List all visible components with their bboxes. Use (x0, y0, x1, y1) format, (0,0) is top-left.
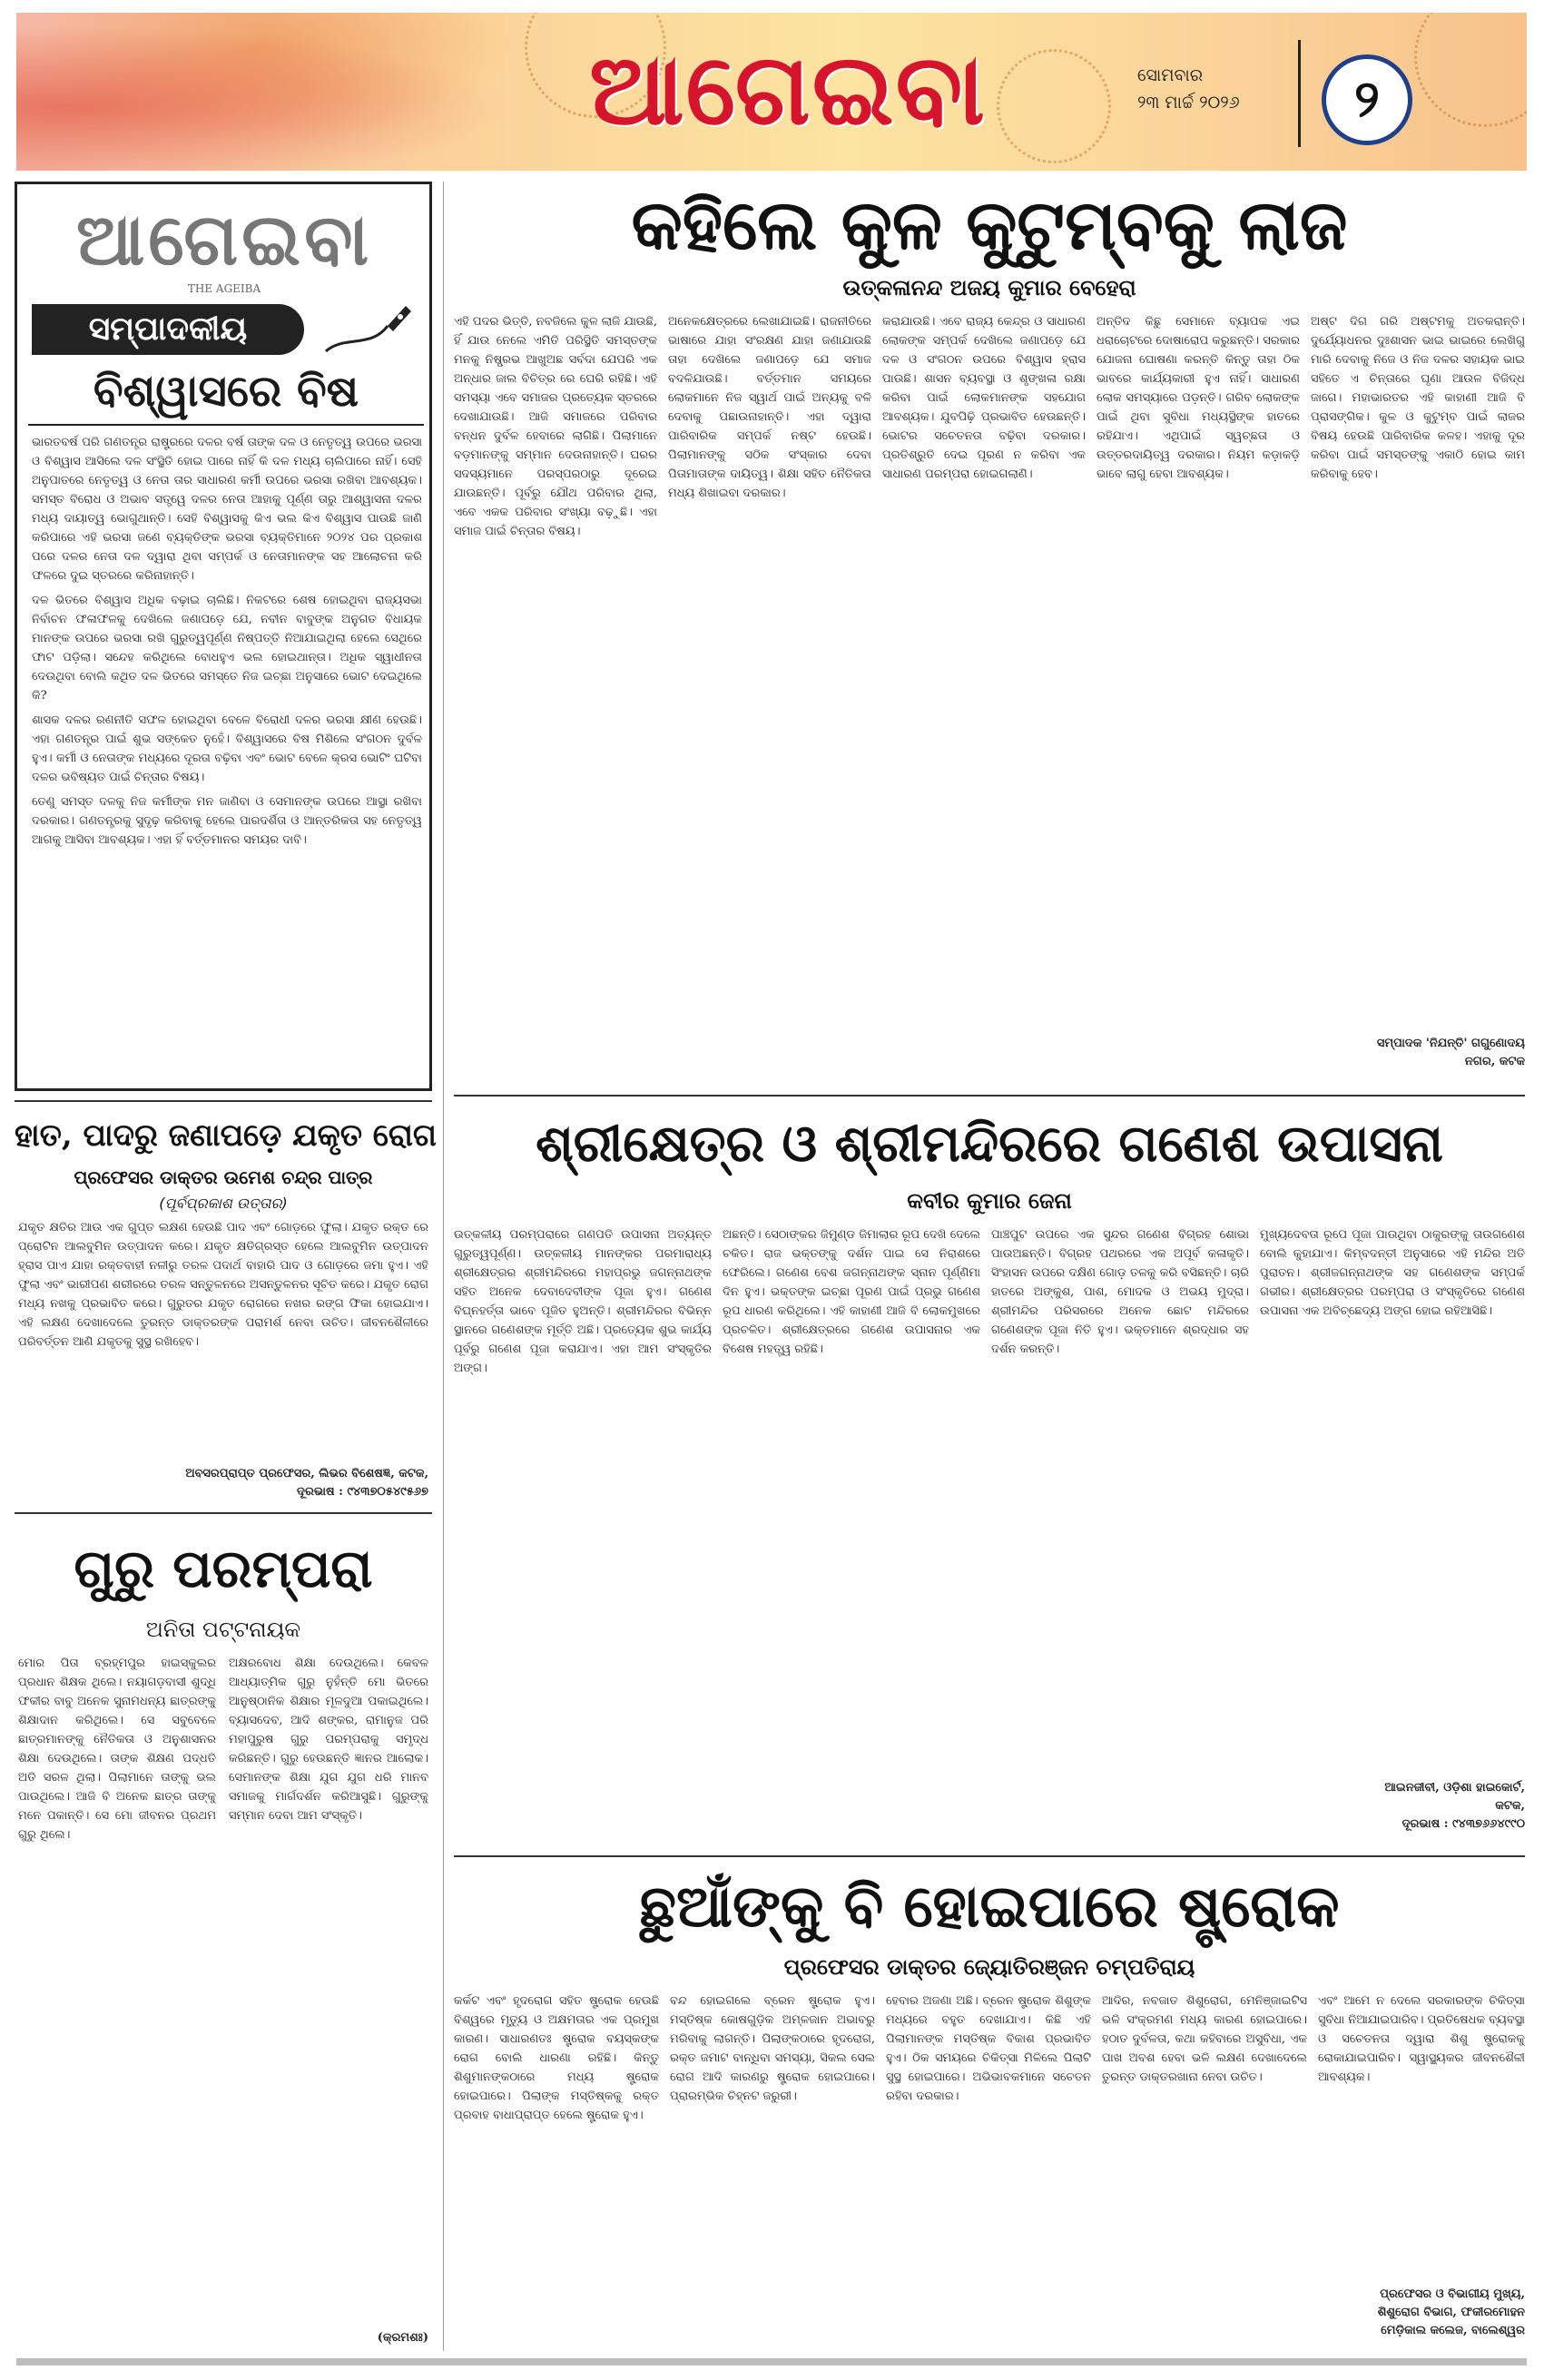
editorial-body (32, 433, 422, 1087)
article-ganesh-text: ଅଛନ୍ତି। ସେଠାଙ୍କର ଜିମୁଣ୍ଡ ଜିମାଲାର ରୂପ ଦେଖି ଦେଲେ ଚକିତ। ରାଜ ଭକ୍ତଙ୍କୁ ଦର୍ଶନ ପାଇ ସେ ନିରାଶରେ ଫେରିଲେ। ଗଣେଶ ବେଶ ଜଗନ୍ନାଥଙ୍କ ସ୍ନାନ ପୂର୍ଣ୍ଣିମା ଦିନ ହୁଏ। ଭକ୍ତଙ୍କ ଇଚ୍ଛା ପୂରଣ ପାଇଁ ପ୍ରଭୁ ଗଣେଶ ରୂପ ଧାରଣ କରିଥିଲେ। ଏହି କାହାଣୀ ଆଜି ବି ଲୋକମୁଖରେ ପ୍ରଚଳିତ। ଶ୍ରୀକ୍ଷେତ୍ରରେ ଗଣେଶ ଉପାସନାର ଏକ ବିଶେଷ ମହତ୍ତ୍ୱ ରହିଛି। (723, 1228, 980, 1356)
article-ganesh-column (723, 1225, 980, 1852)
section-divider (15, 1100, 432, 1102)
article-family-text: କରାଯାଉଛି। ଏବେ ରାଜ୍ୟ କେନ୍ଦ୍ର ଓ ସାଧାରଣ ଲୋକଙ୍କ ସମ୍ପର୍କ ଦେଖିଲେ ଜଣାପଡ଼େ ଯେ ଦଳ ଓ ସଂଗଠନ ଉପରେ ବିଶ୍ୱାସ ହ୍ରାସ ପାଉଛି। ଶାସନ ବ୍ୟବସ୍ଥା ଓ ଶୃଙ୍ଖଳା ରକ୍ଷା କରିବା ପାଇଁ ଲୋକମାନଙ୍କ ସହଯୋଗ ଆବଶ୍ୟକ। ଯୁବପିଢ଼ି ପ୍ରଭାବିତ ହେଉଛନ୍ତି। ଭୋଟର ସଚେତନତା ବଢ଼ିବା ଦରକାର। ପ୍ରତିଶ୍ରୁତି ଦେଇ ପୂରଣ ନ କରିବା ଏକ ସାଧାରଣ ପରମ୍ପରା ହୋଇଗଲାଣି। (882, 315, 1086, 481)
mandala-icon (997, 49, 1111, 163)
article-stroke-column (1102, 1992, 1307, 2349)
article-stroke-headline: ଛୁଆଁଙ୍କୁ ବି ହୋଇପାରେ ଷ୍ଟ୍ରୋକ (639, 1873, 1340, 1941)
issue-date-text: ୨୩ ମାର୍ଚ୍ଚ ୨୦୨୬ (1137, 93, 1240, 113)
signature-line: ପ୍ରଫେସର ଓ ବିଭାଗୀୟ ମୁଖ୍ୟ, (1380, 2287, 1525, 2301)
article-liver-signature (18, 1465, 428, 1501)
newspaper-title: ଆଗେଇବା (589, 33, 987, 147)
editorial-box (15, 182, 432, 1091)
article-guru-column (18, 1654, 216, 2344)
article-stroke-byline: ପ୍ରଫେସର ଡାକ୍ତର ଜ୍ୟୋତିରଞ୍ଜନ ଚମ୍ପତିରାୟ (783, 1954, 1195, 1980)
section-divider (454, 1855, 1525, 1857)
article-ganesh-column (991, 1225, 1249, 1852)
article-liver-body (18, 1218, 428, 1461)
article-stroke-text: କର୍କଟ ଏବଂ ହୃଦରୋଗ ସହିତ ଷ୍ଟ୍ରୋକ ହେଉଛି ବିଶ୍ୱରେ ମୃତ୍ୟୁ ଓ ଅକ୍ଷମତାର ଏକ ପ୍ରମୁଖ କାରଣ। ସାଧାରଣତଃ ଷ୍ଟ୍ରୋକ ବୟସ୍କଙ୍କ ରୋଗ ବୋଲି ଧାରଣା ରହିଛି। କିନ୍ତୁ ଶିଶୁମାନଙ୍କଠାରେ ମଧ୍ୟ ଷ୍ଟ୍ରୋକ ହୋଇପାରେ। ପିଲାଙ୍କ ମସ୍ତିଷ୍କକୁ ରକ୍ତ ପ୍ରବାହ ବାଧାପ୍ରାପ୍ତ ହେଲେ ଷ୍ଟ୍ରୋକ ହୁଏ। (454, 1994, 659, 2122)
article-family-column (454, 312, 657, 1089)
article-ganesh-column (454, 1225, 712, 1852)
editorial-section-label: ସମ୍ପାଦକୀୟ (32, 304, 304, 355)
signature-line: ନଗର, କଟକ (1464, 1055, 1525, 1068)
article-ganesh-column (1260, 1225, 1525, 1770)
masthead-swirl-decoration (16, 13, 579, 171)
editorial-divider (28, 424, 424, 426)
article-ganesh-text: ଉତ୍କଳୀୟ ପରମ୍ପରାରେ ଗଣପତି ଉପାସନା ଅତ୍ୟନ୍ତ ଗୁରୁତ୍ୱପୂର୍ଣ୍ଣ। ଉତ୍କଳୀୟ ମାନଙ୍କର ପରମାରାଧ୍ୟ ଶ୍ରୀକ୍ଷେତ୍ରର ଶ୍ରୀମନ୍ଦିରରେ ମହାପ୍ରଭୁ ଜଗନ୍ନାଥଙ୍କ ସହିତ ଅନେକ ଦେବାଦେବୀଙ୍କ ପୂଜା ହୁଏ। ଗଣେଶ ବିଘ୍ନହର୍ତ୍ତା ଭାବେ ପୂଜିତ ହୁଅନ୍ତି। ଶ୍ରୀମନ୍ଦିରର ବିଭିନ୍ନ ସ୍ଥାନରେ ଗଣେଶଙ୍କ ମୂର୍ତ୍ତି ଅଛି। ପ୍ରତ୍ୟେକ ଶୁଭ କାର୍ଯ୍ୟ ପୂର୍ବରୁ ଗଣେଶ ପୂଜା କରାଯାଏ। ଏହା ଆମ ସଂସ୍କୃତିର ଅଙ୍ଗ। (454, 1228, 712, 1375)
issue-day: ସୋମବାର (1137, 65, 1204, 85)
article-guru-continued: (କ୍ରମଶଃ) (377, 2331, 428, 2345)
section-divider (454, 1095, 1525, 1097)
editorial-paragraph: ତେଣୁ ସମସ୍ତ ଦଳକୁ ନିଜ କର୍ମୀଙ୍କ ମନ ଜାଣିବା ଓ ସେମାନଙ୍କ ଉପରେ ଆସ୍ଥା ରଖିବା ଦରକାର। ଗଣତନ୍ତ୍ରକୁ ସୁଦୃଢ଼ କରିବାକୁ ହେଲେ ପାରଦର୍ଶିତା ଓ ଆନ୍ତରିକତା ସହ ନେତୃତ୍ୱ ଆଗକୁ ଆସିବା ଆବଶ୍ୟକ। ଏହା ହିଁ ବର୍ତ୍ତମାନର ସମୟର ଦାବି। (32, 795, 422, 847)
editorial-paragraph: ଦଳ ଭିତରେ ବିଶ୍ୱାସ ଅଧିକ ବଢ଼ାଇ ଚାଲିଛି। ନିକଟରେ ଶେଷ ହୋଇଥିବା ରାଜ୍ୟସଭା ନିର୍ବାଚନ ଫଳାଫଳକୁ ଦେଖିଲେ ଜଣାପଡ଼େ ଯେ, ନବୀନ ବାବୁଙ୍କ ଅନୁଗତ ବିଧାୟକ ମାନଙ୍କ ଉପରେ ଭରସା ରଖି ଗୁରୁତ୍ୱପୂର୍ଣ୍ଣ ନିଷ୍ପତ୍ତି ନିଆଯାଇଥିଲା ହେଲେ ସେଥିରେ ଫାଟ ପଡ଼ିଲା। ସନ୍ଦେହ କରିଥିଲେ ବୋଧହୁଏ ଭଲ ହୋଇଥାନ୍ତା। ଅଧିକ ସ୍ୱାଧୀନତା ଦେଉଥିବା ବୋଲି କଥିତ ଦଳ ଭିତରେ ସମସ୍ତେ ନିଜ ଇଚ୍ଛା ଅନୁସାରେ ଭୋଟ ଦେଇଥିଲେ କି? (32, 594, 422, 703)
mandala-icon (1414, 13, 1527, 127)
editorial-logo: ଆଗେଇବା (75, 199, 373, 281)
article-ganesh-headline: ଶ୍ରୀକ୍ଷେତ୍ର ଓ ଶ୍ରୀମନ୍ଦିରରେ ଗଣେଶ ଉପାସନା (536, 1114, 1443, 1174)
article-family-column (1097, 312, 1300, 1089)
column-rule (443, 182, 444, 2351)
article-guru-byline: ଅନିତା ପଟ୍ଟନାୟକ (145, 1617, 301, 1642)
article-family-signature (1311, 1035, 1525, 1071)
signature-line: ଦୂରଭାଷ : ୯୪୩୭୬୬୪୯୯୦ (1401, 1817, 1525, 1831)
page-number: ୨ (1322, 54, 1412, 145)
article-ganesh-text: ମୁଖ୍ୟଦେବତା ରୂପେ ପୂଜା ପାଉଥିବା ଠାକୁରଙ୍କୁ ତାଉଗଣେଶ ବୋଲି କୁହାଯାଏ। କିମ୍ବଦନ୍ତୀ ଅନୁସାରେ ଏହି ମନ୍ଦିର ଅତି ପୁରାତନ। ଶ୍ରୀଜଗନ୍ନାଥଙ୍କ ସହ ଗଣେଶଙ୍କ ସମ୍ପର୍କ ଗଭୀର। ଶ୍ରୀକ୍ଷେତ୍ରର ପରମ୍ପରା ଓ ସଂସ୍କୃତିରେ ଗଣେଶ ଉପାସନା ଏକ ଅବିଚ୍ଛେଦ୍ୟ ଅଙ୍ଗ ହୋଇ ରହିଆସିଛି। (1260, 1228, 1525, 1318)
article-family-headline: କହିଲେ କୁଳ କୁଟୁମ୍ବକୁ ଲାଜ (631, 184, 1348, 265)
article-family-text: ଏହି ପଦର ଭିତ୍ତି, ନବଜିଲେ କୁଳ ଲାଜି ଯାଉଛି, ହିଁ ଯାଉ ନେଲେ ଏମିତି ପରିସ୍ଥିତି ସମସ୍ତଙ୍କ ମନକୁ ନିଷ୍ପ୍ରଭ ଆଖୁଅଛ ସର୍ବଦା ଯେପରି ଏକ ଅନ୍ଧାର ଜାଲ ବିଚିତ୍ର ରେ ଘେରି ରହିଛି। ଏହି ସମସ୍ୟା ଏବେ ସମାଜର ପ୍ରତ୍ୟେକ ସ୍ତରରେ ଦେଖାଯାଉଛି। ଆଜି ସମାଜରେ ପରିବାର ବନ୍ଧନ ଦୁର୍ବଳ ହେବାରେ ଲାଗିଛି। ପିଲାମାନେ ବଡ଼ମାନଙ୍କୁ ସମ୍ମାନ ଦେଉନାହାନ୍ତି। ଘରର ସଦସ୍ୟମାନେ ପରସ୍ପରଠାରୁ ଦୂରେଇ ଯାଉଛନ୍ତି। ପୂର୍ବରୁ ଯୌଥ ପରିବାର ଥିଲା, ଏବେ ଏକକ ପରିବାର ସଂଖ୍ୟା ବଢ଼ୁଛି। ଏହା ସମାଜ ପାଇଁ ଚିନ୍ତାର ବିଷୟ। (454, 315, 657, 538)
article-stroke-text: ହେବାର ଅଜଣା ଅଛି। ବ୍ରେନ ଷ୍ଟ୍ରୋକ ଶିଶୁଙ୍କ ମଧ୍ୟରେ ବହୁତ ଦେଖାଯାଏ। କିଛି ଏହି ପିଲାମାନଙ୍କ ମସ୍ତିଷ୍କ ବିକାଶ ପ୍ରଭାବିତ ହୁଏ। ଠିକ ସମୟରେ ଚିକିତ୍ସା ମିଳିଲେ ପିଲାଟି ସୁସ୍ଥ ହୋଇପାରେ। ଅଭିଭାବକମାନେ ସଚେତନ ରହିବା ଦରକାର। (886, 1994, 1091, 2103)
pen-nib-icon (317, 299, 417, 362)
article-stroke-column (886, 1992, 1091, 2349)
editorial-logo-subtitle: THE AGEIBA (187, 282, 261, 295)
article-stroke-column (1318, 1992, 1525, 2282)
editorial-paragraph: ଭାରତବର୍ଷ ପରି ଗଣତନ୍ତ୍ର ରାଷ୍ଟ୍ରରେ ଦଳର ବର୍ଷ ତାଙ୍କ ଦଳ ଓ ନେତୃତ୍ୱ ଉପରେ ଭରସା ଓ ବିଶ୍ୱାସ ଆସିଲେ ଦଳ ସଂସ୍ଥିତି ହୋଇ ପାରେ ନାହିଁ କି ଦଳ ମଧ୍ୟ ଚାଲିପାରେ ନାହିଁ। ସେହି ଅନୁପାତରେ ନେତୃତ୍ୱ ଓ ନେତା ତାର ସାଧାରଣ କର୍ମୀ ଉପରେ ଭରସା ରଖିବା ଆବଶ୍ୟକ। ସମସ୍ତ ବିରୋଧ ଓ ଅଭାବ ସତ୍ତ୍ୱେ ଦଳର ନେତା ଆହାକୁ ପୂର୍ଣ୍ଣ ତାରୁ ଆଶ୍ୱାସନା ଦଳର ମଧ୍ୟ ଦାୟାତ୍ୱ ଭୋଗୁଥାନ୍ତି। ସେହି ବିଶ୍ୱାସକୁ କିଏ ଭଲ କିଏ ବିଶ୍ୱାସ ପାଉଛି ଜାଣି କରିପାରେ ଏହି ଭରସା ଜଣେ ବ୍ୟକ୍ତିଙ୍କ ଭରସା ବ୍ୟକ୍ତିମାନେ ୨୦୨୪ ପର ପ୍ରକାଶ ପରେ ଦଳର ନେତା ଦଳ ଦ୍ୱାରା ଥିବା ସମ୍ପର୍କ ଓ ନେତାମାନଙ୍କ ସହ ଆଲୋଚନା କରି ଫଳରେ ଦୁଇ ସ୍ତରରେ କରିନାହାନ୍ତି। (32, 436, 422, 583)
article-family-text: ଅଷ୍ଟ ଦିଗ ଗରି ଅଷ୍ଟମକୁ ଅତକରାନ୍ତି। ଦୁର୍ଯ୍ୟୋଧନର ଦୁଃଶାସନ ଭାଇ ଭାଇରେ ଲେଖିଗୁ ମାରି ଦେବାକୁ ନିଜେ ଓ ନିଜ ଦଳର ସହାୟକ ଭାଇ ସହିତେ ଏ ଚିନ୍ତାରେ ଘୃଣା ଆଉଳ ବିଜିଦ୍ଧ ଜାଗେ। ମହାଭାରତର ଏହି କାହାଣୀ ଆଜି ବି ପ୍ରାସଙ୍ଗିକ। କୁଳ ଓ କୁଟୁମ୍ବ ପାଇଁ ଲାଜର ବିଷୟ ହେଉଛି ପାରିବାରିକ କଳହ। ଏହାକୁ ଦୂର କରିବା ପାଇଁ ସମସ୍ତଙ୍କୁ ଏକାଠି ହୋଇ କାମ କରିବାକୁ ହେବ। (1311, 315, 1525, 481)
article-stroke-column (454, 1992, 659, 2349)
article-family-byline: ଉତ୍କଳାନନ୍ଦ ଅଜୟ କୁମାର ବେହେରା (842, 275, 1136, 300)
article-family-column (668, 312, 871, 1089)
article-guru-text: ଅକ୍ଷରବୋଧ ଶିକ୍ଷା ଦେଉଥିଲେ। କେବଳ ଆଧ୍ୟାତ୍ମିକ ଗୁରୁ ନୁହଁନ୍ତି ମୋ ଭିତରେ ଆନୁଷ୍ଠାନିକ ଶିକ୍ଷାର ମୂଳଦୁଆ ପକାଇଥିଲେ। ବ୍ୟାସଦେବ, ଆଦି ଶଙ୍କର, ରାମାନୁଜ ପରି ମହାପୁରୁଷ ଗୁରୁ ପରମ୍ପରାକୁ ସମୃଦ୍ଧ କରିଛନ୍ତି। ଗୁରୁ ହେଉଛନ୍ତି ଜ୍ଞାନର ଆଲୋକ। ସେମାନଙ୍କ ଶିକ୍ଷା ଯୁଗ ଯୁଗ ଧରି ମାନବ ସମାଜକୁ ମାର୍ଗଦର୍ଶନ କରିଆସୁଛି। ଗୁରୁଙ୍କୁ ସମ୍ମାନ ଦେବା ଆମ ସଂସ୍କୃତି। (229, 1657, 428, 1823)
article-ganesh-byline: କବୀର କୁମାର ଜେନା (907, 1188, 1072, 1214)
article-family-column (1311, 312, 1525, 1029)
article-stroke-text: ଆଦିର, ନବଜାତ ଶିଶୁରୋଗ, ମେନିଞ୍ଜାଇଟିସ ଭଳି ସଂକ୍ରମଣ ମଧ୍ୟ କାରଣ ହୋଇପାରେ। ହଠାତ ଦୁର୍ବଳତା, କଥା କହିବାରେ ଅସୁବିଧା, ଏକ ପାଖ ଅବଶ ହେବା ଭଳି ଲକ୍ଷଣ ଦେଖାଦେଲେ ତୁରନ୍ତ ଡାକ୍ତରଖାନା ନେବା ଉଚିତ। (1102, 1994, 1307, 2084)
article-liver-byline: ପ୍ରଫେସର ଡାକ୍ତର ଉମେଶ ଚନ୍ଦ୍ର ପାତ୍ର (74, 1166, 373, 1188)
article-guru-column (229, 1654, 428, 2326)
article-family-text: ଅନ୍ତିଦ କିଛୁ ସେମାନେ ବ୍ୟାପକ ଏଇ ଧରାଚୋଟରେ ଦୋଷାରୋପ କରୁଛନ୍ତି। ସରକାର ଯୋଜନା ଘୋଷଣା କରନ୍ତି କିନ୍ତୁ ତାହା ଠିକ ଭାବରେ କାର୍ଯ୍ୟକାରୀ ହୁଏ ନାହିଁ। ସାଧାରଣ ଲୋକ ସମସ୍ୟାରେ ପଡ଼ନ୍ତି। ଗରିବ ଲୋକଙ୍କ ପାଇଁ ଥିବା ସୁବିଧା ମଧ୍ୟସ୍ଥିଙ୍କ ହାତରେ ରହିଯାଏ। ଏଥିପାଇଁ ସ୍ୱଚ୍ଛତା ଓ ଉତ୍ତରଦାୟିତ୍ୱ ଦରକାର। ନିୟମ କଡ଼ାକଡ଼ି ଭାବେ ଲାଗୁ ହେବା ଆବଶ୍ୟକ। (1097, 315, 1300, 481)
signature-line: ଶିଶୁରୋଗ ବିଭାଗ, ଫକୀରମୋହନ (1377, 2306, 1525, 2319)
article-stroke-signature (1318, 2286, 1525, 2340)
article-liver-continued: (ପୂର୍ବପ୍ରକାଶ ଉତ୍ତାର) (159, 1195, 288, 1212)
article-stroke-text: ଏବଂ ଆମେ ନ ଦେଲେ ସରକାରଙ୍କ ଚିକିତ୍ସା ସୁବିଧା ନିଆଯାଇପାରିବ। ପ୍ରତିଷେଧକ ବ୍ୟବସ୍ଥା ଓ ସଚେତନତା ଦ୍ୱାରା ଶିଶୁ ଷ୍ଟ୍ରୋକକୁ ରୋକାଯାଇପାରିବ। ସ୍ୱାସ୍ଥ୍ୟକର ଜୀବନଶୈଳୀ ଆବଶ୍ୟକ। (1318, 1994, 1525, 2084)
article-family-text: ଅନେକକ୍ଷେତ୍ରରେ ଲେଖାଯାଇଛି। ରାଜନୀତିରେ ଭାଷାରେ ଯାହା ସଂରକ୍ଷଣ ଯାହା ଜଣାଯାଉଛି ତାହା ଦେଖିଲେ ଜଣାପଡ଼େ ଯେ ସମାଜ ବଦଳିଯାଉଛି। ବର୍ତ୍ତମାନ ସମୟରେ ଲୋକମାନେ ନିଜ ସ୍ୱାର୍ଥ ପାଇଁ ଅନ୍ୟକୁ ବଳି ଦେବାକୁ ପଛାଉନାହାନ୍ତି। ଏହା ଦ୍ୱାରା ପାରିବାରିକ ସମ୍ପର୍କ ନଷ୍ଟ ହେଉଛି। ପିଲାମାନଙ୍କୁ ସଠିକ ସଂସ୍କାର ଦେବା ପିତାମାତାଙ୍କ ଦାୟିତ୍ୱ। ଶିକ୍ଷା ସହିତ ନୈତିକତା ମଧ୍ୟ ଶିଖାଇବା ଦରକାର। (668, 315, 871, 500)
footer-bar (16, 2358, 1527, 2365)
article-family-column (882, 312, 1086, 1089)
article-liver-text: ଯକୃତ କ୍ଷତିର ଆଉ ଏକ ଗୁପ୍ତ ଲକ୍ଷଣ ହେଉଛି ପାଦ ଏବଂ ଗୋଡ଼ରେ ଫୁଲା। ଯକୃତ ରକ୍ତ ରେ ପ୍ରୋଟିନ ଆଲବୁମିନ ଉତ୍ପାଦନ କରେ। ଯକୃତ କ୍ଷତିଗ୍ରସ୍ତ ହେଲେ ଆଲବୁମିନ ଉତ୍ପାଦନ ହ୍ରାସ ପାଏ ଯାହା ରକ୍ତବାହୀ ନଳୀରୁ ତରଳ ପଦାର୍ଥ ବାହାରି ପାଦ ଓ ଗୋଡ଼ରେ ଜମା ହୁଏ। ଏହି ଫୁଲା ଏବଂ ଭାରୀପଣ ଶରୀରରେ ତରଳ ସନ୍ତୁଳନରେ ଅସନ୍ତୁଳନର ସୂଚିତ କରେ। ଯକୃତ ରୋଗ ମଧ୍ୟ ନଖକୁ ପ୍ରଭାବିତ କରେ। ଗୁରୁତର ଯକୃତ ରୋଗରେ ନଖର ରଙ୍ଗ ଫିକା ହୋଇଯାଏ। ଏହି ଲକ୍ଷଣ ଦେଖାଦେଲେ ତୁରନ୍ତ ଡାକ୍ତରଙ୍କ ପରାମର୍ଶ ନେବା ଉଚିତ। ଜୀବନଶୈଳୀରେ ପରିବର୍ତ୍ତନ ଆଣି ଯକୃତକୁ ସୁସ୍ଥ ରଖିହେବ। (18, 1221, 428, 1349)
section-divider (15, 1512, 432, 1514)
article-stroke-column (670, 1992, 875, 2349)
signature-line: ଅବସରପ୍ରାପ୍ତ ପ୍ରଫେସର, ଲିଭର ବିଶେଷଜ୍ଞ, କଟକ, (185, 1467, 428, 1480)
masthead-divider (1298, 40, 1301, 147)
article-stroke-text: ବନ୍ଦ ହୋଇଗଲେ ବ୍ରେନ ଷ୍ଟ୍ରୋକ ହୁଏ। ମସ୍ତିଷ୍କ କୋଷଗୁଡ଼ିକ ଅମ୍ଳଜାନ ଅଭାବରୁ ମରିବାକୁ ଲାଗନ୍ତି। ପିଲାଙ୍କଠାରେ ହୃଦରୋଗ, ରକ୍ତ ଜମାଟ ବାନ୍ଧିବା ସମସ୍ୟା, ସିକଲ ସେଲ ରୋଗ ଆଦି କାରଣରୁ ଷ୍ଟ୍ରୋକ ହୋଇପାରେ। ପ୍ରାରମ୍ଭିକ ଚିହ୍ନଟ ଜରୁରୀ। (670, 1994, 875, 2103)
article-guru-headline: ଗୁରୁ ପରମ୍ପରା (74, 1538, 373, 1599)
article-ganesh-signature (1260, 1779, 1525, 1834)
signature-line: କଟକ, (1495, 1799, 1525, 1813)
issue-date (1137, 62, 1292, 116)
signature-line: ଆଇନଜୀବୀ, ଓଡ଼ିଶା ହାଇକୋର୍ଟ, (1384, 1781, 1525, 1795)
editorial-headline: ବିଶ୍ୱାସରେ ବିଷ (93, 366, 359, 417)
article-liver-headline: ହାତ, ପାଦରୁ ଜଣାପଡ଼େ ଯକୃତ ରୋଗ (15, 1117, 437, 1154)
masthead (16, 13, 1527, 171)
signature-line: ସମ୍ପାଦକ 'ନିଯନ୍ତି' ଗଗୁଣୋଦୟ (1376, 1037, 1525, 1050)
signature-line: ମେଡ଼ିକାଲ କଲେଜ, ବାଲେଶ୍ୱର (1381, 2324, 1525, 2337)
signature-line: ଦୂରଭାଷ : ୯୪୩୭୦୫୪୯୫୬୭ (297, 1485, 428, 1499)
editorial-paragraph: ଶାସକ ଦଳର ରଣନୀତି ସଫଳ ହୋଇଥିବା ବେଳେ ବିରୋଧୀ ଦଳର ଭରସା କ୍ଷୀଣ ହେଉଛି। ଏହା ଗଣତନ୍ତ୍ର ପାଇଁ ଶୁଭ ସଙ୍କେତ ନୁହେଁ। ବିଶ୍ୱାସରେ ବିଷ ମିଶିଲେ ସଂଗଠନ ଦୁର୍ବଳ ହୁଏ। କର୍ମୀ ଓ ନେତାଙ୍କ ମଧ୍ୟରେ ଦୂରତା ବଢ଼ିବା ଏବଂ ଭୋଟ ବେଳେ କ୍ରସ ଭୋଟିଂ ଘଟିବା ଦଳର ଭବିଷ୍ୟତ ପାଇଁ ଚିନ୍ତାର ବିଷୟ। (32, 713, 422, 784)
article-ganesh-text: ପାଞ୍ଚପୁଟ ଉପରେ ଏକ ସୁନ୍ଦର ଗଣେଶ ବିଗ୍ରହ ଶୋଭା ପାଉଅଛନ୍ତି। ବିଗ୍ରହ ପଥରରେ ଏକ ଅପୂର୍ବ କଳାକୃତି। ସିଂହାସନ ଉପରେ ଦକ୍ଷିଣ ଗୋଡ଼ ତଳକୁ କରି ବସିଛନ୍ତି। ଚାରି ହାତରେ ଅଙ୍କୁଶ, ପାଶ, ମୋଦକ ଓ ଅଭୟ ମୁଦ୍ରା। ଶ୍ରୀମନ୍ଦିର ପରିସରରେ ଅନେକ ଛୋଟ ମନ୍ଦିରରେ ଗଣେଶଙ୍କ ପୂଜା ନିତି ହୁଏ। ଭକ୍ତମାନେ ଶ୍ରଦ୍ଧାର ସହ ଦର୍ଶନ କରନ୍ତି। (991, 1228, 1249, 1356)
article-guru-text: ମୋର ପିତା ବ୍ରହ୍ମପୁର ହାଇସ୍କୁଲର ପ୍ରଧାନ ଶିକ୍ଷକ ଥିଲେ। ନୟାଗଡ଼ବାସୀ ଶୁଦ୍ଧି ଫକୀର ବାବୁ ଅନେକ ସୁନାମଧନ୍ୟ ଛାତ୍ରଙ୍କୁ ଶିକ୍ଷାଦାନ କରିଥିଲେ। ସେ ସବୁବେଳେ ଛାତ୍ରମାନଙ୍କୁ ନୈତିକତା ଓ ଅନୁଶାସନର ଶିକ୍ଷା ଦେଉଥିଲେ। ତାଙ୍କ ଶିକ୍ଷଣ ପଦ୍ଧତି ଅତି ସରଳ ଥିଲା। ପିଲାମାନେ ତାଙ୍କୁ ଭଲ ପାଉଥିଲେ। ଆଜି ବି ଅନେକ ଛାତ୍ର ତାଙ୍କୁ ମନେ ପକାନ୍ତି। ସେ ମୋ ଜୀବନର ପ୍ରଥମ ଗୁରୁ ଥିଲେ। (18, 1657, 216, 1842)
